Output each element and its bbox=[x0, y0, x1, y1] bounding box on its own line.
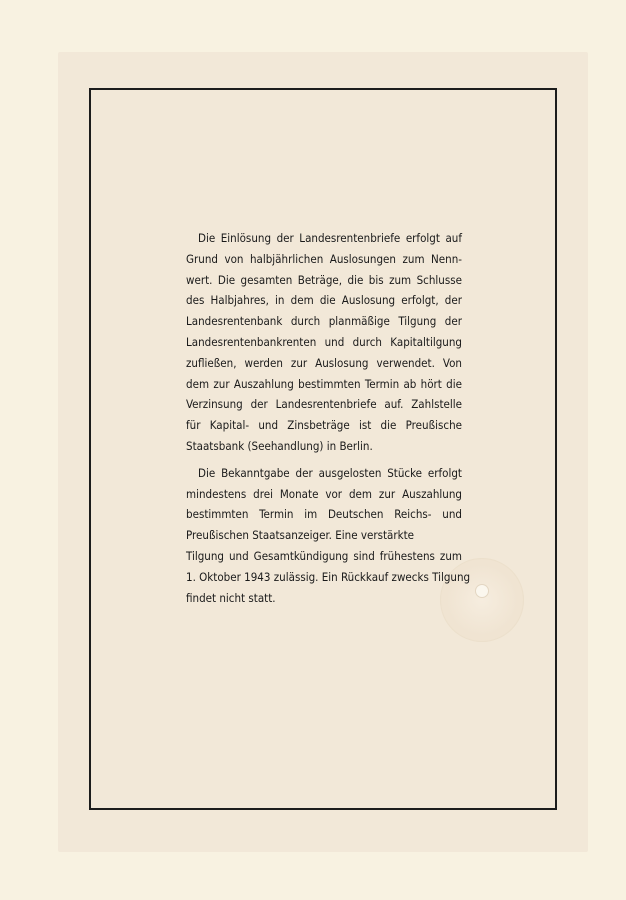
text-line: Grund von halbjährlichen Auslosungen zum Nenn- bbox=[186, 251, 462, 266]
paragraph-redemption bbox=[186, 228, 462, 457]
text-line: für Kapital- und Zinsbeträge ist die Preußische bbox=[186, 418, 462, 433]
redemption-terms-text bbox=[186, 228, 471, 614]
text-line: Tilgung und Gesamtkündigung sind frühestens zum bbox=[186, 548, 462, 563]
text-line: 1. Oktober 1943 zulässig. Ein Rückkauf zwecks Tilgung bbox=[186, 569, 471, 584]
text-line: dem zur Auszahlung bestimmten Termin ab hört die bbox=[186, 376, 462, 391]
paragraph-announcement bbox=[186, 463, 471, 609]
text-line: Landesrentenbank durch planmäßige Tilgung der bbox=[186, 314, 462, 329]
text-line: Verzinsung der Landesrentenbriefe auf. Zahlstelle bbox=[186, 397, 462, 412]
text-line: Staatsbank (Seehandlung) in Berlin. bbox=[186, 438, 373, 453]
text-line: mindestens drei Monate vor dem zur Auszahlung bbox=[186, 486, 462, 501]
text-line: bestimmten Termin im Deutschen Reichs- und bbox=[186, 507, 462, 522]
text-line: Die Einlösung der Landesrentenbriefe erfolgt auf bbox=[198, 231, 462, 245]
text-line: zufließen, werden zur Auslosung verwendet. Von bbox=[186, 355, 462, 370]
text-line: Die Bekanntgabe der ausgelosten Stücke erfolgt bbox=[198, 465, 462, 480]
perforation-hole bbox=[476, 585, 488, 597]
text-line: findet nicht statt. bbox=[186, 590, 276, 605]
text-line: Landesrentenbankrenten und durch Kapitaltilgung bbox=[186, 334, 462, 349]
text-line: Preußischen Staatsanzeiger. Eine verstärkte bbox=[186, 528, 415, 543]
text-line: wert. Die gesamten Beträge, die bis zum Schlusse bbox=[186, 272, 462, 287]
text-line: des Halbjahres, in dem die Auslosung erfolgt, der bbox=[186, 293, 462, 308]
